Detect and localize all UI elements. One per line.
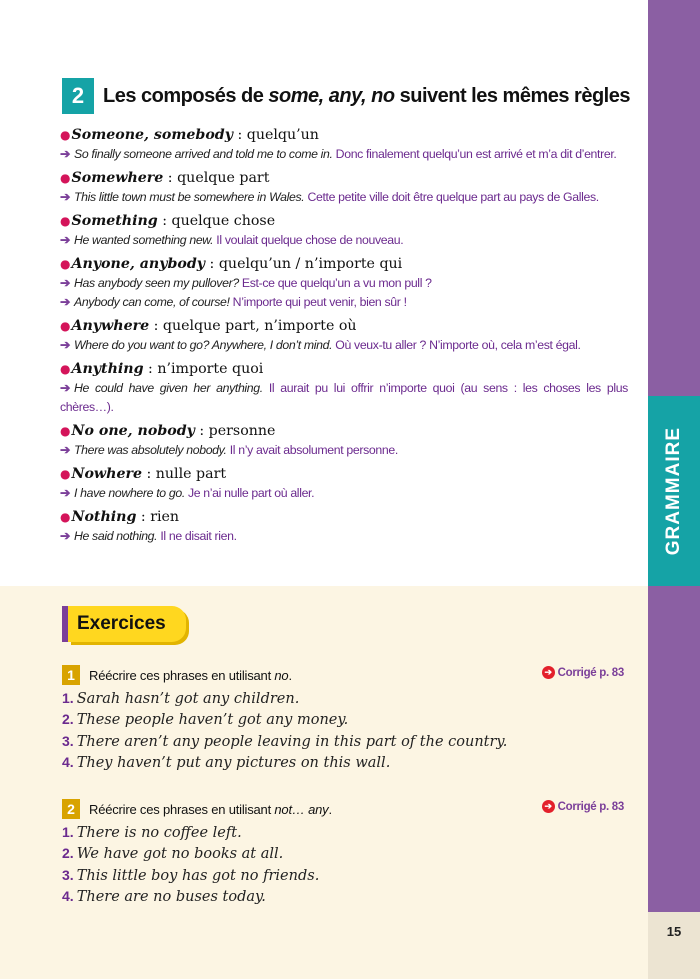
rule-term: Someone, somebody bbox=[71, 127, 233, 143]
exercises-heading: Exercices bbox=[68, 606, 186, 642]
rule-meaning: : quelque part, n’importe où bbox=[149, 318, 357, 334]
example-en: He said nothing. bbox=[73, 529, 158, 543]
arrow-icon: ➔ bbox=[60, 443, 70, 457]
bullet-icon: ● bbox=[60, 467, 71, 481]
instruction-start: Réécrire ces phrases en utilisant bbox=[89, 801, 275, 817]
example-fr: Où veux-tu aller ? N’importe où, cela m’est égal. bbox=[332, 338, 581, 352]
instruction-start: Réécrire ces phrases en utilisant bbox=[89, 667, 275, 683]
rule-entry bbox=[60, 360, 628, 417]
rule-entry bbox=[60, 317, 628, 355]
arrow-icon: ➔ bbox=[60, 295, 70, 309]
sentence-text: We have got no books at all. bbox=[76, 846, 284, 863]
exercise-number-badge: 2 bbox=[62, 799, 80, 819]
sentence-list bbox=[62, 688, 624, 773]
rule-term: No one, nobody bbox=[71, 423, 195, 439]
arrow-circle-icon: ➔ bbox=[542, 800, 555, 813]
grammaire-tab-label: GRAMMAIRE bbox=[663, 426, 684, 556]
sentence-text: There aren’t any people leaving in this part of the country. bbox=[76, 733, 508, 750]
rule-entry bbox=[60, 126, 628, 164]
bullet-icon: ● bbox=[60, 128, 71, 142]
exercise-instruction bbox=[89, 802, 332, 817]
rule-meaning: : n’importe quoi bbox=[143, 361, 264, 377]
example-fr: Est-ce que quelqu’un a vu mon pull ? bbox=[238, 276, 432, 290]
sentence-text: Sarah hasn’t got any children. bbox=[76, 691, 300, 707]
example-fr: Cette petite ville doit être quelque part au pays de Galles. bbox=[304, 190, 599, 204]
arrow-icon: ➔ bbox=[60, 147, 70, 161]
sentence-text: There is no coffee left. bbox=[76, 825, 242, 841]
corrige-label: Corrigé p. 83 bbox=[557, 800, 624, 813]
bullet-icon: ● bbox=[60, 362, 71, 376]
section-title-italic: some, any, no bbox=[268, 84, 395, 107]
exercise-number-badge: 1 bbox=[62, 665, 80, 685]
example-fr: N’importe qui peut venir, bien sûr ! bbox=[229, 295, 407, 309]
sentence-item bbox=[62, 822, 624, 843]
sentence-item bbox=[62, 865, 624, 886]
arrow-icon: ➔ bbox=[60, 276, 70, 290]
section-title-end: suivent les mêmes règles bbox=[394, 84, 630, 107]
rule-term: Something bbox=[71, 213, 158, 229]
arrow-icon: ➔ bbox=[60, 486, 70, 500]
rule-meaning: : quelque chose bbox=[157, 213, 276, 229]
example-en: I have nowhere to go. bbox=[73, 486, 185, 500]
sentence-number: 1. bbox=[62, 690, 74, 706]
example-en: He wanted something new. bbox=[73, 233, 214, 247]
rule-entry bbox=[60, 212, 628, 250]
exercise-2 bbox=[62, 798, 624, 907]
example-en: There was absolutely nobody. bbox=[73, 443, 227, 457]
rule-entry bbox=[60, 255, 628, 312]
rule-term: Nothing bbox=[71, 509, 137, 525]
sentence-number: 2. bbox=[62, 711, 74, 728]
sentence-number: 4. bbox=[62, 887, 74, 904]
bullet-icon: ● bbox=[60, 510, 71, 524]
rule-meaning: : nulle part bbox=[141, 466, 227, 482]
sentence-item bbox=[62, 731, 624, 752]
sentence-number: 3. bbox=[62, 866, 74, 883]
sentence-number: 2. bbox=[62, 845, 74, 862]
page-number: 15 bbox=[666, 924, 682, 939]
rules-list bbox=[60, 126, 628, 551]
bullet-icon: ● bbox=[60, 424, 71, 438]
example-en: Has anybody seen my pullover? bbox=[73, 276, 239, 290]
rule-entry bbox=[60, 422, 628, 460]
rule-term: Nowhere bbox=[71, 466, 142, 482]
exercises-panel bbox=[0, 586, 648, 979]
sentence-number: 3. bbox=[62, 732, 74, 749]
corrige-label: Corrigé p. 83 bbox=[557, 666, 624, 679]
bullet-icon: ● bbox=[60, 319, 71, 333]
rule-term: Somewhere bbox=[71, 170, 164, 186]
arrow-icon: ➔ bbox=[60, 338, 70, 352]
corrige-link[interactable] bbox=[542, 666, 624, 679]
grammaire-tab bbox=[648, 396, 700, 586]
sentence-item bbox=[62, 843, 624, 864]
example-en: So finally someone arrived and told me to come in. bbox=[73, 147, 333, 161]
rule-entry bbox=[60, 508, 628, 546]
bullet-icon: ● bbox=[60, 257, 71, 271]
instruction-italic: not… any bbox=[274, 801, 329, 817]
sentence-text: These people haven’t got any money. bbox=[76, 712, 349, 729]
bullet-icon: ● bbox=[60, 171, 71, 185]
instruction-end: . bbox=[328, 801, 332, 817]
instruction-end: . bbox=[288, 667, 292, 683]
example-en: This little town must be somewhere in Wales. bbox=[73, 190, 305, 204]
sentence-list bbox=[62, 822, 624, 907]
sentence-item bbox=[62, 688, 624, 709]
exercises-heading-badge bbox=[62, 606, 186, 642]
rule-meaning: : rien bbox=[136, 509, 180, 525]
sentence-item bbox=[62, 886, 624, 907]
sentence-text: There are no buses today. bbox=[76, 888, 266, 905]
corrige-link[interactable] bbox=[542, 800, 624, 813]
arrow-icon: ➔ bbox=[60, 233, 70, 247]
rule-entry bbox=[60, 169, 628, 207]
rule-meaning: : personne bbox=[194, 423, 276, 439]
example-en: Anybody can come, of course! bbox=[73, 295, 230, 309]
example-fr: Donc finalement quelqu’un est arrivé et m’a dit d’entrer. bbox=[332, 147, 617, 161]
example-fr: Il voulait quelque chose de nouveau. bbox=[213, 233, 404, 247]
arrow-icon: ➔ bbox=[60, 529, 70, 543]
section-title-start: Les composés de bbox=[103, 84, 269, 107]
rule-term: Anywhere bbox=[71, 318, 150, 334]
rule-meaning: : quelqu’un / n’importe qui bbox=[205, 256, 403, 272]
sentence-text: They haven’t put any pictures on this wall. bbox=[76, 754, 391, 771]
instruction-italic: no bbox=[274, 667, 289, 683]
exercise-1 bbox=[62, 664, 624, 773]
example-fr: Il aurait pu lui offrir n’importe quoi (au sens : les choses les plus chères…). bbox=[60, 381, 628, 414]
rule-entry bbox=[60, 465, 628, 503]
section-header bbox=[62, 78, 630, 114]
bullet-icon: ● bbox=[60, 214, 71, 228]
rule-meaning: : quelqu’un bbox=[232, 127, 319, 143]
example-fr: Il ne disait rien. bbox=[157, 529, 237, 543]
rule-term: Anyone, anybody bbox=[71, 256, 206, 272]
page-number-box bbox=[648, 912, 700, 979]
sentence-item bbox=[62, 709, 624, 730]
rule-meaning: : quelque part bbox=[163, 170, 270, 186]
example-fr: Je n’ai nulle part où aller. bbox=[184, 486, 315, 500]
sentence-item bbox=[62, 752, 624, 773]
section-number-badge: 2 bbox=[62, 78, 94, 114]
example-en: Where do you want to go? Anywhere, I don’t mind. bbox=[73, 338, 333, 352]
rule-term: Anything bbox=[71, 361, 144, 377]
sentence-number: 4. bbox=[62, 753, 74, 770]
sentence-number: 1. bbox=[62, 824, 74, 840]
exercise-instruction bbox=[89, 668, 292, 683]
sentence-text: This little boy has got no friends. bbox=[76, 867, 320, 884]
example-en: He could have given her anything. bbox=[73, 381, 263, 395]
section-title bbox=[103, 85, 630, 108]
example-fr: Il n’y avait absolument personne. bbox=[226, 443, 398, 457]
arrow-icon: ➔ bbox=[60, 190, 70, 204]
arrow-icon: ➔ bbox=[60, 381, 70, 395]
arrow-circle-icon: ➔ bbox=[542, 666, 555, 679]
